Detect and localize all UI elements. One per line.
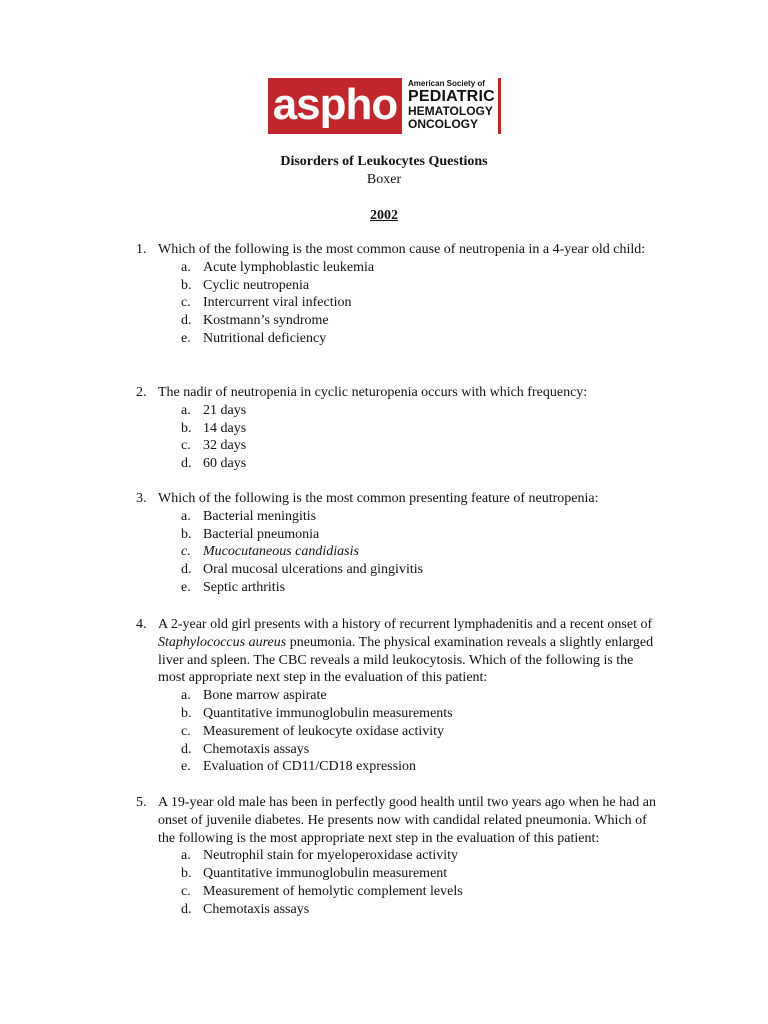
option-text: Measurement of hemolytic complement levels: [203, 883, 463, 899]
option: [136, 402, 656, 420]
document-year: 2002: [370, 208, 398, 223]
question-4: [136, 616, 656, 776]
option-letter: e.: [181, 579, 191, 595]
option-text: Bacterial meningitis: [203, 508, 317, 524]
option-letter: a.: [181, 688, 191, 704]
option-letter: a.: [181, 402, 191, 418]
logo-line-2: PEDIATRIC: [408, 88, 495, 105]
option-letter: c.: [181, 295, 191, 311]
option-letter: e.: [181, 759, 191, 775]
option: [136, 259, 656, 277]
option: [136, 865, 656, 883]
option-letter: d.: [181, 313, 192, 329]
option-text: Quantitative immunoglobulin measurements: [203, 705, 453, 721]
document-author: Boxer: [366, 172, 402, 187]
option: [136, 705, 656, 723]
option-letter: a.: [181, 848, 191, 864]
option: [136, 847, 656, 865]
option: [136, 330, 656, 348]
option-text: Chemotaxis assays: [203, 741, 310, 757]
option: [136, 758, 656, 776]
option: [136, 526, 656, 544]
question-stem-part: pneumonia. The physical examination reveals a slightly enlarged liver and spleen. The CBC reveals a mild leukocytosis. Which of the following is the most appropriate next step in the evaluation of this patient:: [158, 634, 654, 686]
option-text: Bone marrow aspirate: [203, 688, 327, 704]
option-text: 60 days: [203, 456, 247, 472]
option-text: 14 days: [203, 420, 247, 436]
option-text: Measurement of leukocyte oxidase activity: [203, 723, 445, 739]
question-2: [136, 384, 656, 473]
option-text: Evaluation of CD11/CD18 expression: [203, 759, 416, 775]
option: [136, 561, 656, 579]
logo-line-4: ONCOLOGY: [408, 117, 479, 131]
question-1: [136, 241, 656, 348]
option-letter: b.: [181, 277, 192, 293]
option: [136, 579, 656, 597]
option: [136, 277, 656, 295]
aspho-logo: [268, 78, 502, 134]
option-text: Kostmann’s syndrome: [203, 313, 329, 329]
option-list: [136, 847, 656, 918]
option-letter: b.: [181, 866, 192, 882]
option: [136, 455, 656, 473]
option-letter: c.: [181, 723, 191, 739]
question-stem: [158, 616, 656, 687]
option-text: Septic arthritis: [203, 579, 286, 595]
option-letter: d.: [181, 562, 192, 578]
option: [136, 723, 656, 741]
option: [136, 420, 656, 438]
question-number: 5.: [136, 795, 147, 810]
option: [136, 687, 656, 705]
option-text: Mucocutaneous candidiasis: [203, 544, 359, 560]
option-letter: d.: [181, 901, 192, 917]
question-number: 2.: [136, 385, 147, 400]
question-3: [136, 490, 656, 597]
question-stem: A 19-year old male has been in perfectly good health until two years ago when he had an onset of juvenile diabetes. He presents now with candidal related pneumonia. Which of the following is the most appropriate next step in the evaluation of this patient:: [158, 795, 657, 846]
option-list: [136, 402, 656, 473]
option-letter: b.: [181, 705, 192, 721]
question-5: [136, 794, 656, 919]
option-letter: c.: [181, 438, 191, 454]
option: [136, 543, 656, 561]
option: [136, 294, 656, 312]
question-stem: Which of the following is the most common presenting feature of neutropenia:: [158, 491, 599, 506]
option-list: [136, 259, 656, 348]
logo-line-3: HEMATOLOGY: [408, 104, 493, 118]
option-letter: a.: [181, 259, 191, 275]
option: [136, 312, 656, 330]
option-text: Intercurrent viral infection: [203, 295, 352, 311]
question-number: 4.: [136, 617, 147, 632]
logo-society-name: [408, 79, 495, 131]
option-text: Oral mucosal ulcerations and gingivitis: [203, 562, 424, 578]
logo-wordmark: aspho: [272, 80, 398, 129]
option-text: 32 days: [203, 438, 247, 454]
option-text: Nutritional deficiency: [203, 330, 327, 346]
option: [136, 901, 656, 919]
option-list: [136, 687, 656, 776]
option-letter: c.: [181, 883, 191, 899]
option-text: Neutrophil stain for myeloperoxidase activity: [203, 848, 459, 864]
logo-red-box: [268, 78, 402, 134]
option-text: Chemotaxis assays: [203, 901, 310, 917]
option-letter: a.: [181, 508, 191, 524]
option-letter: d.: [181, 456, 192, 472]
option-text: 21 days: [203, 402, 247, 418]
question-number: 3.: [136, 491, 147, 506]
option-letter: c.: [181, 544, 191, 560]
logo-line-1: American Society of: [408, 79, 485, 88]
option: [136, 437, 656, 455]
organism-name: Staphylococcus aureus: [158, 634, 287, 650]
option-letter: b.: [181, 420, 192, 436]
question-stem: Which of the following is the most common cause of neutropenia in a 4-year old child:: [158, 242, 646, 257]
option-letter: e.: [181, 330, 191, 346]
option-text: Quantitative immunoglobulin measurement: [203, 866, 448, 882]
option-text: Cyclic neutropenia: [203, 277, 310, 293]
option: [136, 883, 656, 901]
option: [136, 508, 656, 526]
question-stem: The nadir of neutropenia in cyclic neturopenia occurs with which frequency:: [158, 385, 588, 400]
document-title: Disorders of Leukocytes Questions: [280, 154, 488, 169]
option: [136, 741, 656, 759]
option-text: Bacterial pneumonia: [203, 526, 320, 542]
logo-divider-bar: [498, 78, 501, 134]
option-letter: b.: [181, 526, 192, 542]
question-stem-part: A 2-year old girl presents with a history of recurrent lymphadenitis and a recent onset of: [158, 617, 653, 632]
option-letter: d.: [181, 741, 192, 757]
question-number: 1.: [136, 242, 147, 257]
option-list: [136, 508, 656, 597]
option-text: Acute lymphoblastic leukemia: [203, 259, 375, 275]
